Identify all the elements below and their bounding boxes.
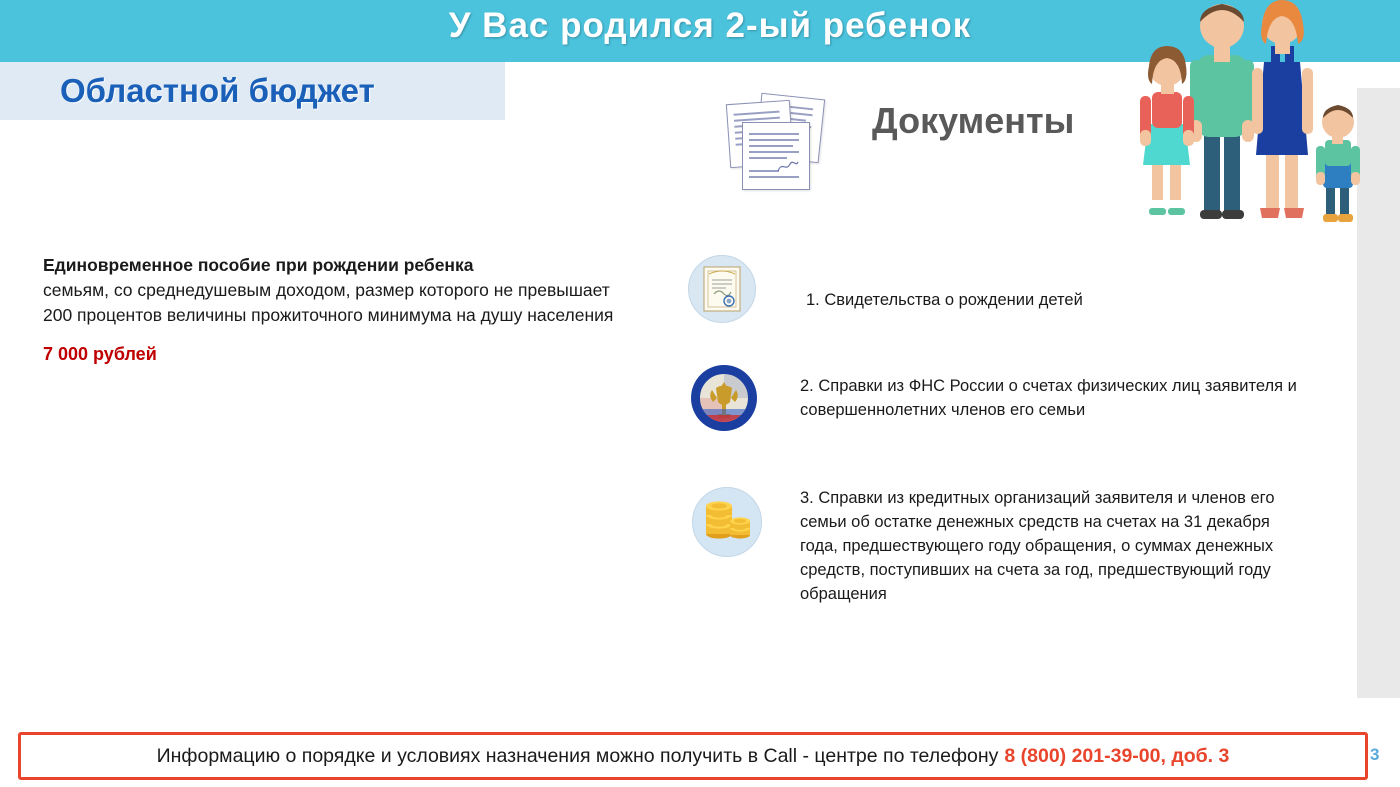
coins-stack-icon (692, 487, 762, 557)
mother-figure (1252, 0, 1313, 218)
benefit-amount: 7 000 рублей (43, 343, 157, 364)
documents-stack-icon (722, 96, 837, 188)
birth-certificate-icon (688, 255, 756, 323)
fns-emblem-icon (690, 364, 758, 432)
page-number: 3 (1370, 745, 1380, 764)
girl-figure (1140, 46, 1194, 215)
document-item-1-text: 1. Свидетельства о рождении детей (806, 291, 1083, 309)
document-item-2-text: 2. Справки из ФНС России о счетах физических лиц заявителя и совершеннолетних членов его семьи (800, 377, 1297, 419)
benefit-description: семьям, со среднедушевым доходом, размер которого не превышает 200 процентов величины прожиточного минимума на душу населения (43, 280, 614, 325)
benefit-title: Единовременное пособие при рождении ребенка (43, 255, 474, 275)
document-item-3-text: 3. Справки из кредитных организаций заявителя и членов его семьи об остатке денежных средств на счетах на 31 декабря года, предшествующего году обращения, о суммах денежных средств, поступивших на счета за год, предшествующий году обращения (800, 489, 1275, 603)
footer-text: Информацию о порядке и условиях назначения можно получить в Call - центре по телефону (156, 744, 999, 767)
right-side-panel (1357, 88, 1400, 698)
family-illustration (1128, 0, 1360, 240)
father-figure (1190, 4, 1254, 219)
footer-phone: 8 (800) 201-39-00, доб. 3 (1004, 744, 1230, 767)
boy-figure (1316, 105, 1360, 222)
budget-label: Областной бюджет (60, 72, 375, 109)
footer-bar (18, 732, 1368, 780)
benefit-block (43, 255, 643, 365)
documents-heading: Документы (872, 100, 1075, 141)
banner-title: У Вас родился 2-ый ребенок (448, 6, 972, 45)
